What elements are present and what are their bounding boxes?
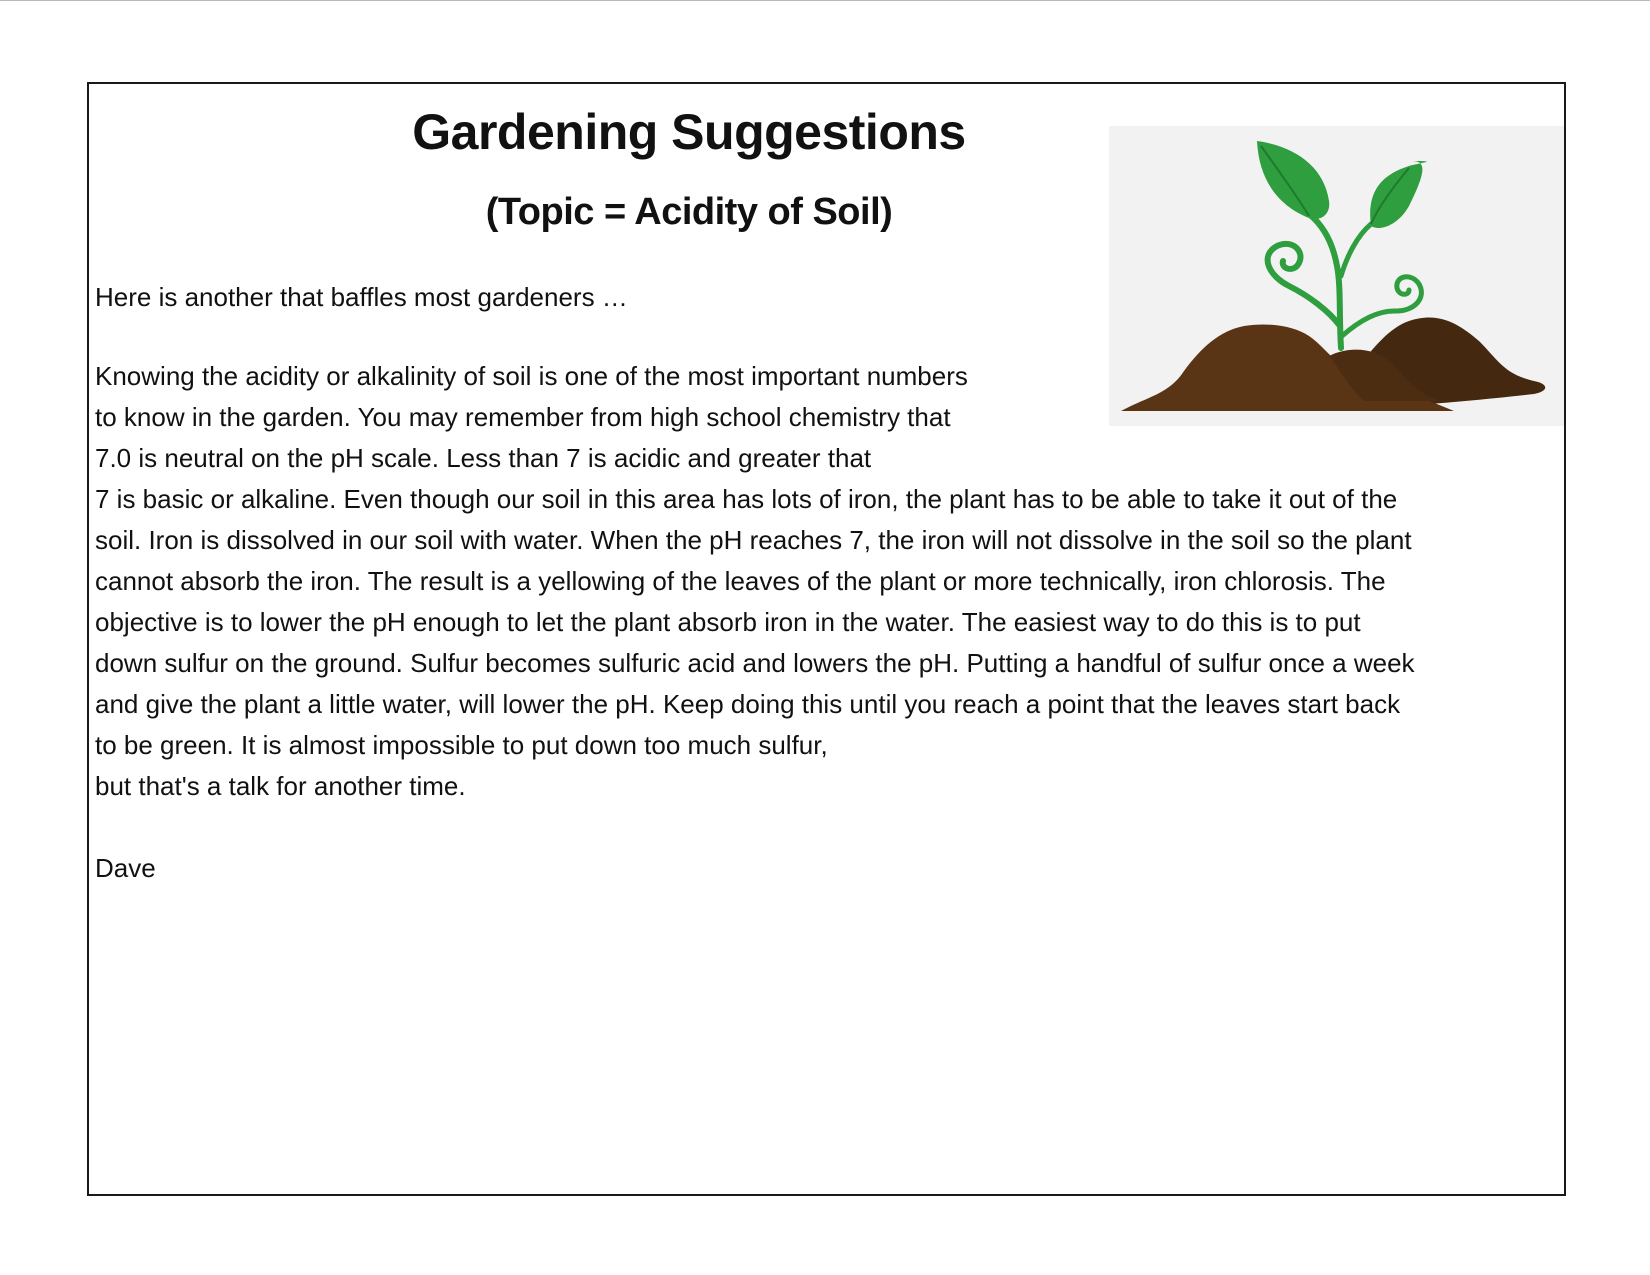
body-line: down sulfur on the ground. Sulfur becomes sulfuric acid and lowers the pH. Putting a handful of sulfur once a week [95, 648, 1415, 678]
intro-line: Here is another that baffles most gardeners … [95, 282, 628, 312]
page-top-rule [0, 0, 1650, 1]
seedling-in-soil-icon [1109, 126, 1564, 426]
page-subtitle: (Topic = Acidity of Soil) [485, 191, 893, 233]
body-line: but that's a talk for another time. [95, 771, 466, 801]
page-title: Gardening Suggestions [412, 104, 966, 160]
document-frame [87, 82, 1566, 1196]
body-line: objective is to lower the pH enough to let the plant absorb iron in the water. The easiest way to do this is to put [95, 607, 1361, 637]
body-line: 7 is basic or alkaline. Even though our soil in this area has lots of iron, the plant has to be able to take it out of the [95, 484, 1398, 514]
body-line: to be green. It is almost impossible to put down too much sulfur, [95, 730, 828, 760]
body-line: and give the plant a little water, will lower the pH. Keep doing this until you reach a point that the leaves start back [95, 689, 1401, 719]
seedling-illustration [1109, 126, 1564, 426]
body-line: to know in the garden. You may remember from high school chemistry that [95, 402, 951, 432]
body-line: cannot absorb the iron. The result is a yellowing of the leaves of the plant or more technically, iron chlorosis. The [95, 566, 1386, 596]
body-line: soil. Iron is dissolved in our soil with water. When the pH reaches 7, the iron will not dissolve in the soil so the plant [95, 525, 1412, 555]
body-line: Knowing the acidity or alkalinity of soil is one of the most important numbers [95, 361, 968, 391]
body-line: 7.0 is neutral on the pH scale. Less than 7 is acidic and greater that [95, 443, 872, 473]
signature: Dave [95, 853, 156, 883]
